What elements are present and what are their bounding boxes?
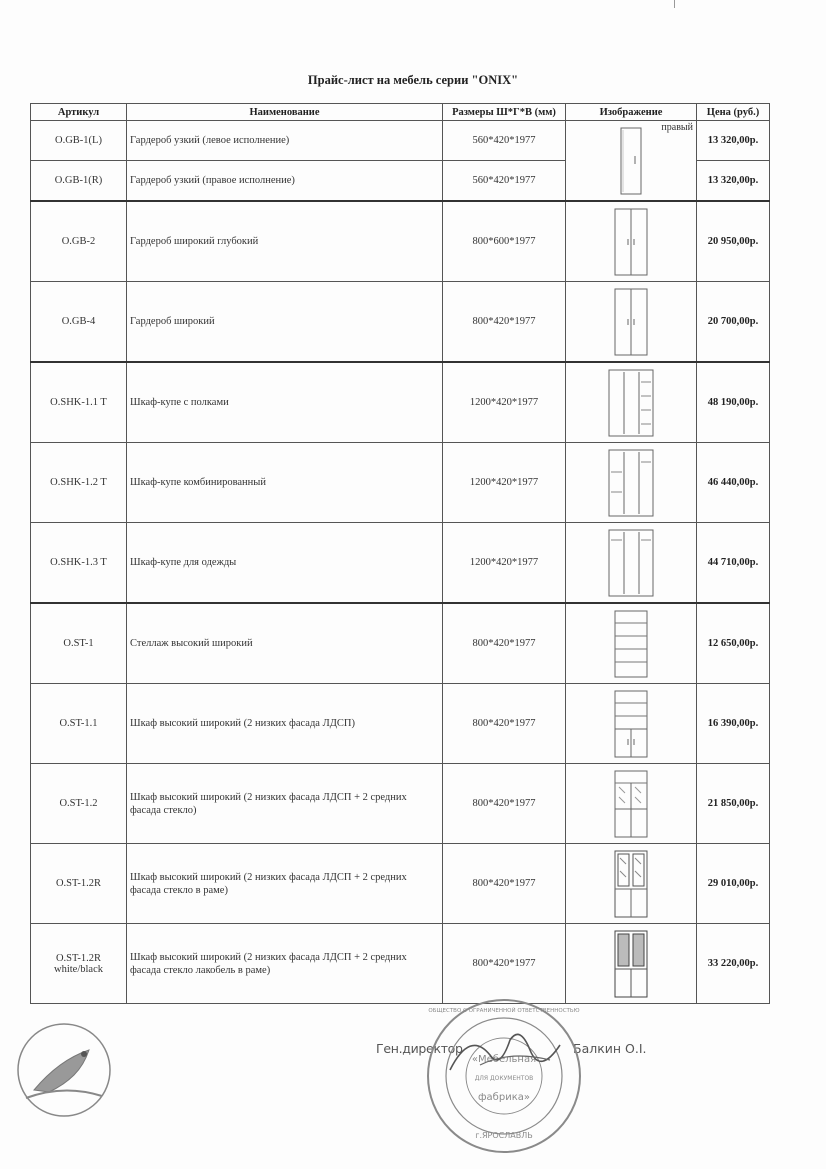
- row-image-cell: [566, 924, 697, 1004]
- row-price: 20 950,00р.: [697, 201, 770, 282]
- row-sku: O.ST-1.2R white/black: [31, 924, 127, 1004]
- header-sku: Артикул: [31, 104, 127, 121]
- row-name: Гардероб узкий (правое исполнение): [127, 161, 443, 202]
- row-name: Гардероб широкий глубокий: [127, 201, 443, 282]
- row-sku: O.ST-1.2: [31, 764, 127, 844]
- header-image: Изображение: [566, 104, 697, 121]
- header-price: Цена (руб.): [697, 104, 770, 121]
- table-row: [31, 121, 770, 161]
- row-image-cell: [566, 684, 697, 764]
- table-row: [31, 201, 770, 282]
- open-shelving-icon: [613, 609, 649, 679]
- row-dimensions: 1200*420*1977: [443, 443, 566, 523]
- header-dimensions: Размеры Ш*Г*В (мм): [443, 104, 566, 121]
- narrow-wardrobe-icon: [619, 126, 643, 196]
- row-image-cell: [566, 844, 697, 924]
- table-row: [31, 523, 770, 604]
- row-sku: O.GB-2: [31, 201, 127, 282]
- row-image-cell: [566, 121, 697, 202]
- row-dimensions: 560*420*1977: [443, 161, 566, 202]
- row-name: Гардероб узкий (левое исполнение): [127, 121, 443, 161]
- row-sku: O.SHK-1.1 T: [31, 362, 127, 443]
- cabinet-lacobel-icon: [613, 929, 649, 999]
- image-note: правый: [661, 122, 693, 133]
- row-price: 12 650,00р.: [697, 603, 770, 684]
- wide-wardrobe-icon: [613, 207, 649, 277]
- row-dimensions: 800*420*1977: [443, 844, 566, 924]
- price-table: [30, 103, 770, 1004]
- table-row: [31, 764, 770, 844]
- row-sku: O.ST-1.2R: [31, 844, 127, 924]
- row-price: 29 010,00р.: [697, 844, 770, 924]
- svg-text:ДЛЯ ДОКУМЕНТОВ: ДЛЯ ДОКУМЕНТОВ: [474, 1075, 534, 1082]
- sliding-wardrobe-combined-icon: [607, 448, 655, 518]
- row-name: Шкаф высокий широкий (2 низких фасада ЛДСП + 2 средних фасада стекло лакобель в раме): [127, 924, 443, 1004]
- row-name: Шкаф-купе для одежды: [127, 523, 443, 604]
- handwritten-signature: [440, 1020, 580, 1090]
- row-dimensions: 1200*420*1977: [443, 523, 566, 604]
- row-dimensions: 800*420*1977: [443, 764, 566, 844]
- bird-logo-icon: [14, 1020, 114, 1120]
- sliding-wardrobe-clothes-icon: [607, 528, 655, 598]
- row-dimensions: 560*420*1977: [443, 121, 566, 161]
- row-image-cell: [566, 764, 697, 844]
- svg-text:фабрика»: фабрика»: [478, 1092, 530, 1103]
- row-name: Шкаф высокий широкий (2 низких фасада ЛДСП + 2 средних фасада стекло в раме): [127, 844, 443, 924]
- sliding-wardrobe-shelves-icon: [607, 368, 655, 438]
- row-name: Шкаф-купе комбинированный: [127, 443, 443, 523]
- table-row: [31, 443, 770, 523]
- row-price: 21 850,00р.: [697, 764, 770, 844]
- table-row: [31, 844, 770, 924]
- row-sku: O.ST-1: [31, 603, 127, 684]
- signature-name: Балкин О.І.: [573, 1041, 647, 1056]
- table-row: [31, 603, 770, 684]
- row-price: 44 710,00р.: [697, 523, 770, 604]
- row-image-cell: [566, 523, 697, 604]
- svg-text:г.ЯРОСЛАВЛЬ: г.ЯРОСЛАВЛЬ: [475, 1131, 533, 1140]
- row-image-cell: [566, 603, 697, 684]
- header-name: Наименование: [127, 104, 443, 121]
- row-price: 20 700,00р.: [697, 282, 770, 363]
- row-name: Шкаф высокий широкий (2 низких фасада ЛДСП): [127, 684, 443, 764]
- wide-wardrobe-icon: [613, 287, 649, 357]
- row-name: Шкаф высокий широкий (2 низких фасада ЛДСП + 2 средних фасада стекло): [127, 764, 443, 844]
- table-header-row: [31, 104, 770, 121]
- row-image-cell: [566, 282, 697, 363]
- row-dimensions: 800*420*1977: [443, 282, 566, 363]
- row-dimensions: 800*420*1977: [443, 603, 566, 684]
- row-sku: O.SHK-1.3 T: [31, 523, 127, 604]
- cabinet-framed-glass-icon: [613, 849, 649, 919]
- cabinet-low-doors-icon: [613, 689, 649, 759]
- page-corner-mark: [674, 0, 675, 8]
- row-dimensions: 800*420*1977: [443, 924, 566, 1004]
- row-sku: O.SHK-1.2 T: [31, 443, 127, 523]
- document-title: Прайс-лист на мебель серии "ONIX": [307, 73, 519, 87]
- row-price: 48 190,00р.: [697, 362, 770, 443]
- row-price: 33 220,00р.: [697, 924, 770, 1004]
- row-dimensions: 800*420*1977: [443, 684, 566, 764]
- row-name: Гардероб широкий: [127, 282, 443, 363]
- svg-text:ОБЩЕСТВО С ОГРАНИЧЕННОЙ ОТВЕТС: ОБЩЕСТВО С ОГРАНИЧЕННОЙ ОТВЕТСТВЕННОСТЬЮ: [428, 1008, 580, 1014]
- row-sku: O.ST-1.1: [31, 684, 127, 764]
- table-row: [31, 362, 770, 443]
- row-image-cell: [566, 201, 697, 282]
- row-sku: O.GB-4: [31, 282, 127, 363]
- row-sku: O.GB-1(L): [31, 121, 127, 161]
- table-row: [31, 924, 770, 1004]
- cabinet-glass-icon: [613, 769, 649, 839]
- row-image-cell: [566, 443, 697, 523]
- signature-label: Ген.директор: [376, 1041, 463, 1056]
- row-price: 13 320,00р.: [697, 161, 770, 202]
- svg-text:«Мебельная: «Мебельная: [471, 1054, 537, 1065]
- table-row: [31, 282, 770, 363]
- row-name: Стеллаж высокий широкий: [127, 603, 443, 684]
- row-price: 13 320,00р.: [697, 121, 770, 161]
- row-image-cell: [566, 362, 697, 443]
- row-price: 16 390,00р.: [697, 684, 770, 764]
- row-price: 46 440,00р.: [697, 443, 770, 523]
- row-dimensions: 800*600*1977: [443, 201, 566, 282]
- table-row: [31, 684, 770, 764]
- row-sku: O.GB-1(R): [31, 161, 127, 202]
- row-dimensions: 1200*420*1977: [443, 362, 566, 443]
- row-name: Шкаф-купе с полками: [127, 362, 443, 443]
